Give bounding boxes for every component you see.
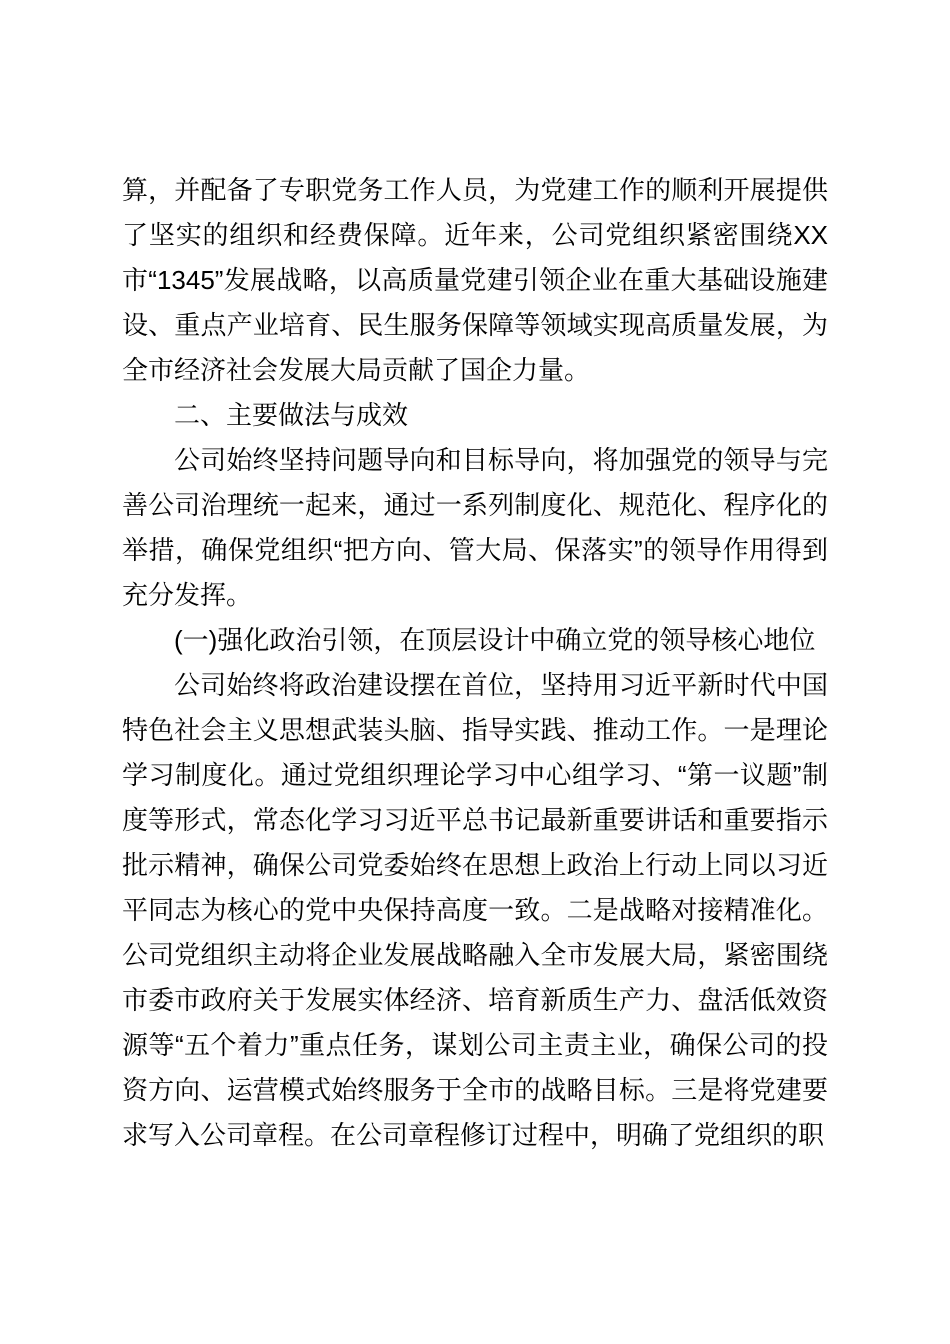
body-paragraph: 公司始终将政治建设摆在首位，坚持用习近平新时代中国特色社会主义思想武装头脑、指导实践、推动工作。一是理论学习制度化。通过党组织理论学习中心组学习、“第一议题”制度等形式，常态化学习习近平总书记最新重要讲话和重要指示批示精神，确保公司党委始终在思想上政治上行动上同以习近平同志为核心的党中央保持高度一致。二是战略对接精准化。公司党组织主动将企业发展战略融入全市发展大局，紧密围绕市委市政府关于发展实体经济、培育新质生产力、盘活低效资源等“五个着力”重点任务，谋划公司主责主业，确保公司的投资方向、运营模式始终服务于全市的战略目标。三是将党建要求写入公司章程。在公司章程修订过程中，明确了党组织的职 xyxy=(122,670,828,1150)
body-paragraph: 公司始终坚持问题导向和目标导向，将加强党的领导与完善公司治理统一起来，通过一系列制度化、规范化、程序化的举措，确保党组织“把方向、管大局、保落实”的领导作用得到充分发挥。 xyxy=(122,445,828,610)
subsection-heading: (一)强化政治引领，在顶层设计中确立党的领导核心地位 xyxy=(174,625,816,655)
section-heading: 二、主要做法与成效 xyxy=(174,400,409,430)
body-paragraph-continued: 算，并配备了专职党务工作人员，为党建工作的顺利开展提供了坚实的组织和经费保障。近年来，公司党组织紧密围绕XX市“1345”发展战略，以高质量党建引领企业在重大基础设施建设、重点产业培育、民生服务保障等领域实现高质量发展，为全市经济社会发展大局贡献了国企力量。 xyxy=(122,175,828,385)
document-body xyxy=(122,168,828,1158)
